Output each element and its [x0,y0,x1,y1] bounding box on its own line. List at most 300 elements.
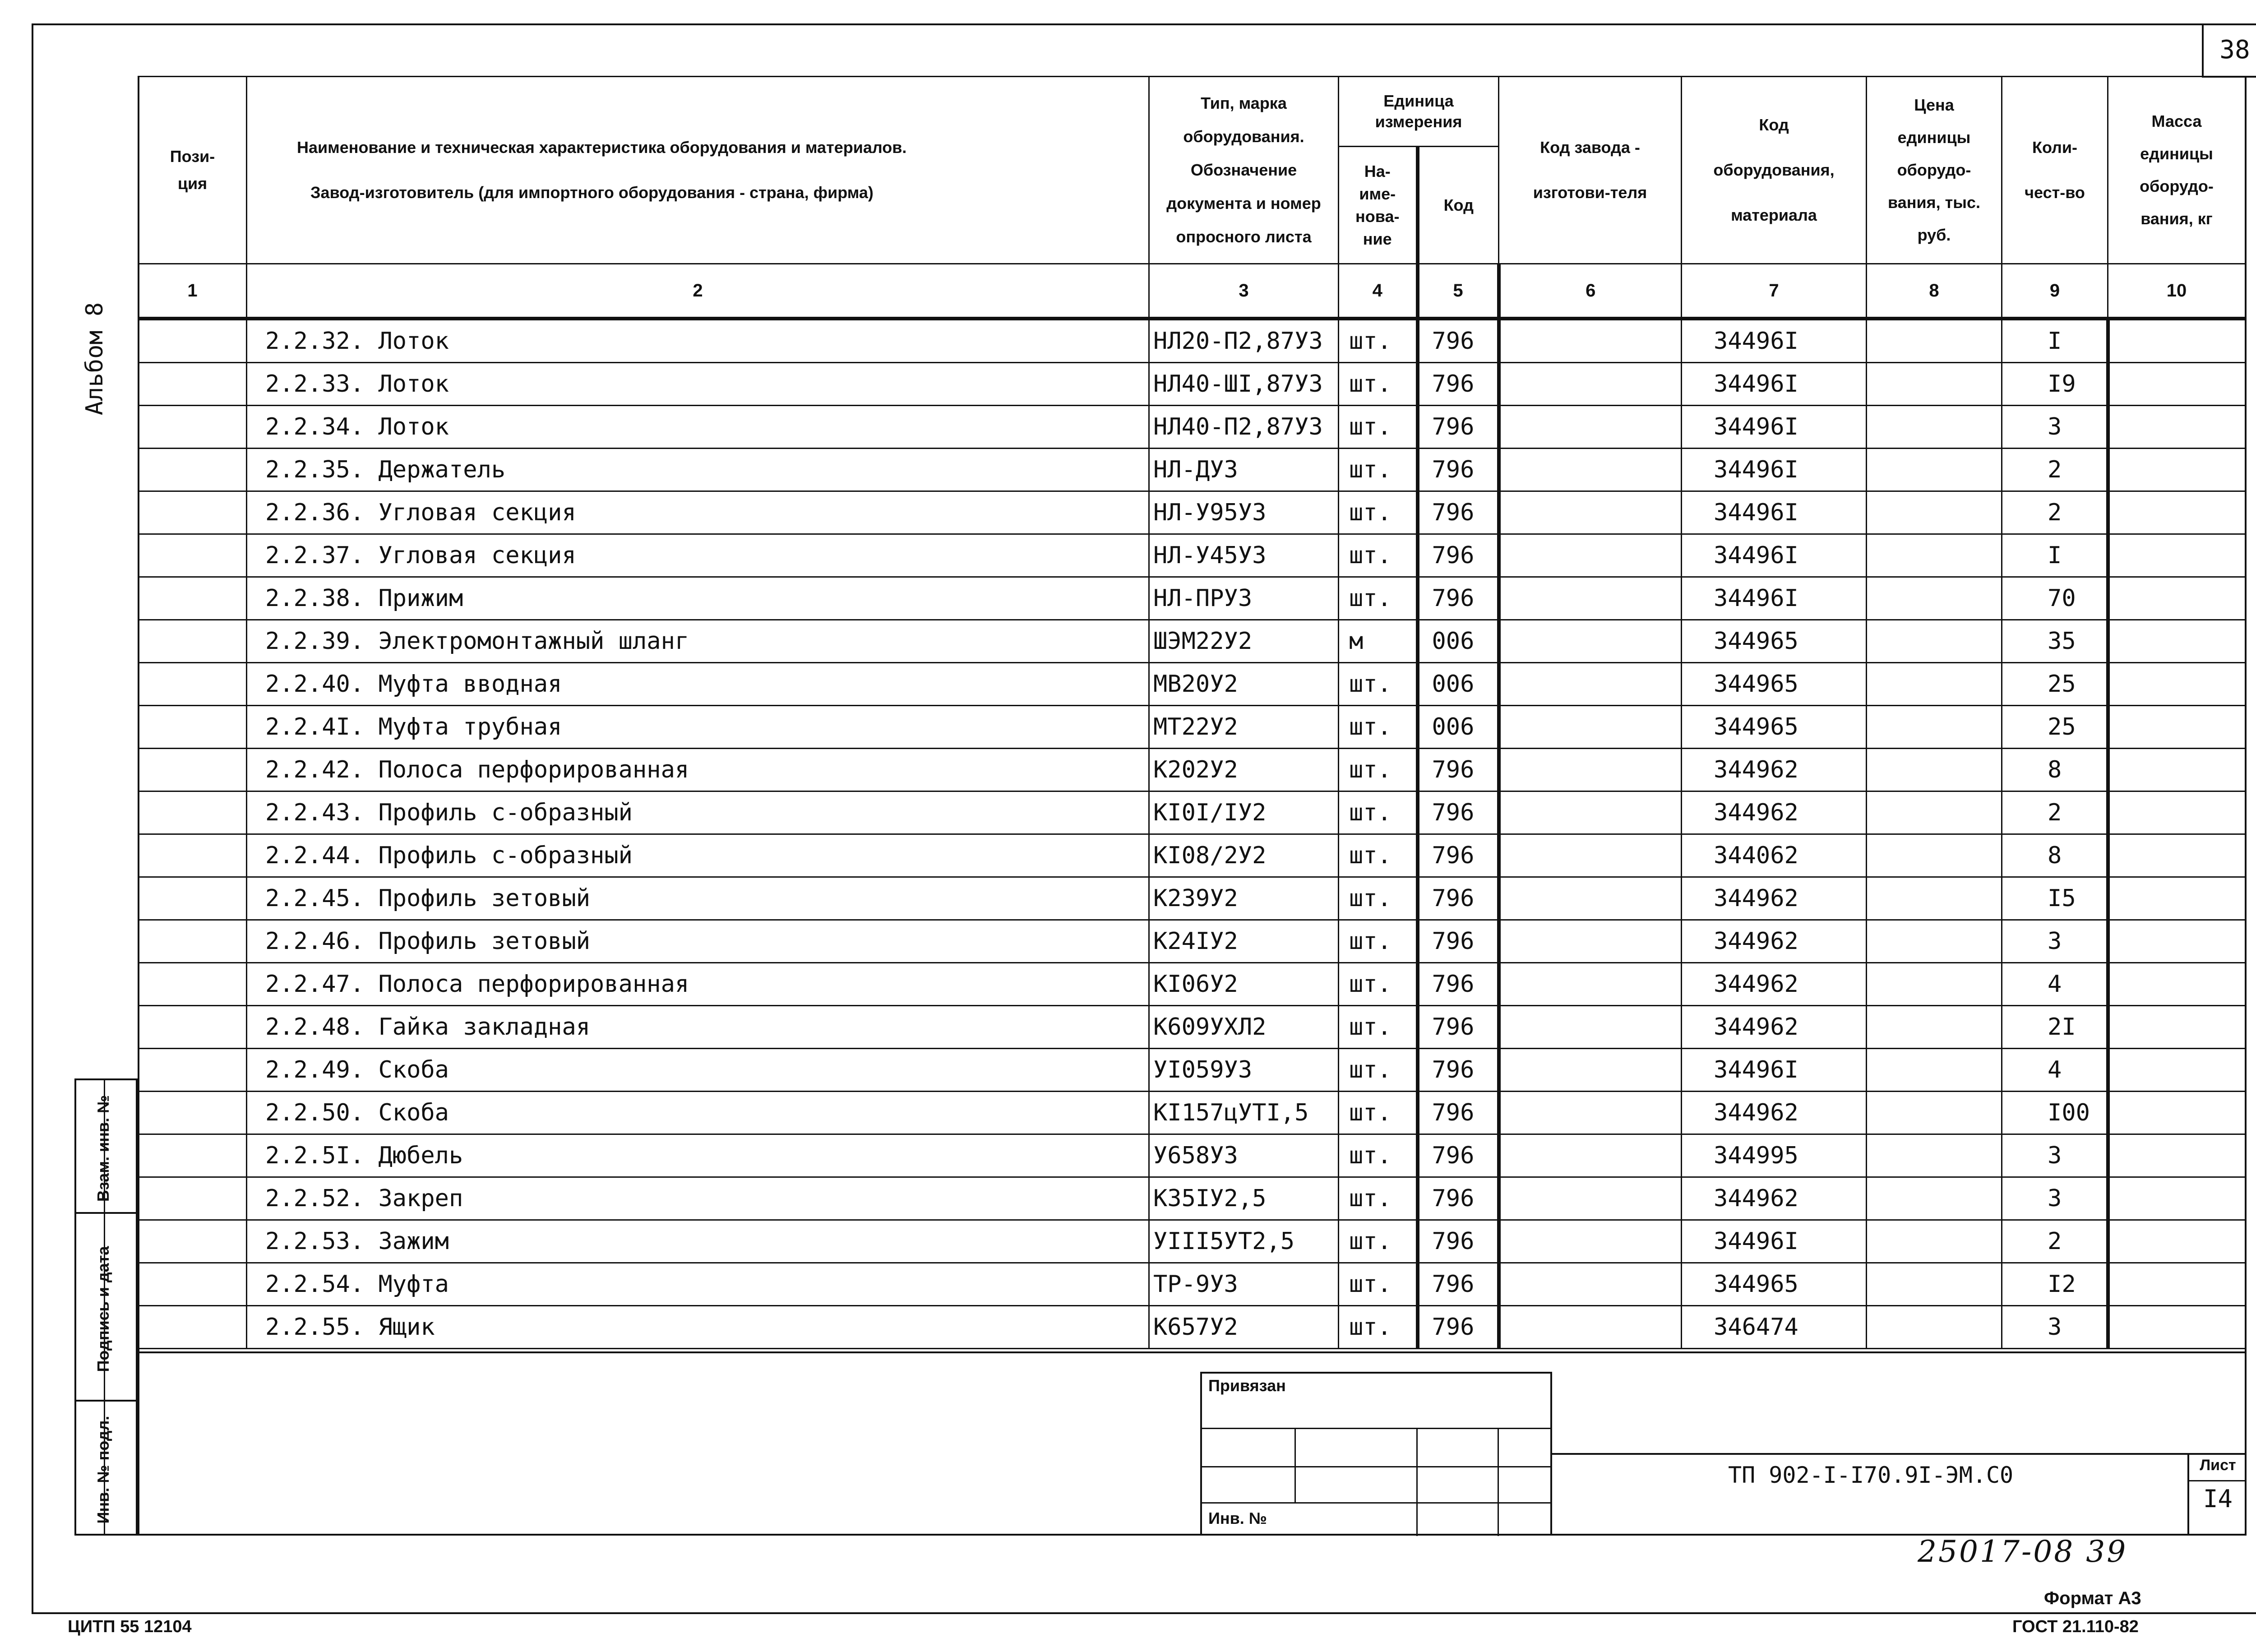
cell-name: 2.2.43. Профиль с-образный [247,791,1149,834]
cell-mass [2108,363,2246,406]
cell-name: 2.2.42. Полоса перфорированная [247,749,1149,791]
cell-position [139,620,247,663]
cell-price [1867,834,2002,877]
cell-unit: шт. [1339,1177,1418,1220]
page-number: 38 [2202,23,2256,78]
cell-position [139,1092,247,1134]
cell-quantity: 70 [2002,577,2108,620]
table-row [139,406,2246,449]
cell-position [139,706,247,749]
cell-material-code: 344962 [1682,963,1867,1006]
cell-factory-code [1499,706,1682,749]
cell-unit: шт. [1339,319,1418,363]
cell-factory-code [1499,791,1682,834]
cell-factory-code [1499,1006,1682,1049]
cell-position [139,834,247,877]
cell-quantity: 35 [2002,620,2108,663]
cell-position [139,920,247,963]
cell-mass [2108,791,2246,834]
col-number-7: 7 [1682,264,1867,319]
cell-mass [2108,1006,2246,1049]
header-quantity: Коли-чест-во [2002,77,2108,264]
cell-material-code: 346474 [1682,1306,1867,1349]
cell-quantity: I00 [2002,1092,2108,1134]
header-mass: Масса единицы оборудо-вания, кг [2108,77,2246,264]
cell-factory-code [1499,1177,1682,1220]
cell-material-code: 344965 [1682,663,1867,706]
binding-label: Привязан [1208,1376,1286,1395]
cell-unit: шт. [1339,749,1418,791]
cell-unit-code: 796 [1418,749,1499,791]
table-row [139,577,2246,620]
cell-name: 2.2.44. Профиль с-образный [247,834,1149,877]
table-row [139,1006,2246,1049]
cell-unit-code: 006 [1418,620,1499,663]
cell-mass [2108,663,2246,706]
table-row [139,1220,2246,1263]
cell-quantity: I2 [2002,1263,2108,1306]
header-price: Цена единицы оборудо-вания, тыс. руб. [1867,77,2002,264]
side-box-vzam [74,1078,138,1214]
cell-factory-code [1499,363,1682,406]
cell-mass [2108,1092,2246,1134]
cell-factory-code [1499,620,1682,663]
header-name: Наименование и техническая характеристика оборудования и материалов. Завод-изготовитель (для импортного оборудования - страна, фирма) [247,77,1149,264]
col-number-8: 8 [1867,264,2002,319]
inventory-label: Инв. № [1208,1509,1267,1527]
cell-unit: шт. [1339,1049,1418,1092]
header-unit: Единица измерения [1339,77,1499,147]
cell-type: НЛ-У95У3 [1149,491,1339,534]
cell-type: НЛ40-ШI,87У3 [1149,363,1339,406]
cell-mass [2108,406,2246,449]
binding-stamp [1200,1372,1552,1536]
cell-name: 2.2.45. Профиль зетовый [247,877,1149,920]
cell-quantity: 2 [2002,1220,2108,1263]
cell-name: 2.2.49. Скоба [247,1049,1149,1092]
cell-quantity: 4 [2002,963,2108,1006]
cell-material-code: 344962 [1682,749,1867,791]
cell-type: У658У3 [1149,1134,1339,1177]
cell-factory-code [1499,834,1682,877]
cell-unit: шт. [1339,363,1418,406]
table-row [139,706,2246,749]
cell-factory-code [1499,1049,1682,1092]
cell-material-code: 344965 [1682,1263,1867,1306]
table-row [139,1092,2246,1134]
table-row [139,449,2246,491]
table-row [139,749,2246,791]
cell-type: УIII5УТ2,5 [1149,1220,1339,1263]
cell-type: КI157цУТI,5 [1149,1092,1339,1134]
cell-position [139,1263,247,1306]
cell-position [139,406,247,449]
cell-name: 2.2.40. Муфта вводная [247,663,1149,706]
cell-type: НЛ20-П2,87У3 [1149,319,1339,363]
cell-material-code: 34496I [1682,1220,1867,1263]
cell-unit-code: 796 [1418,577,1499,620]
cell-price [1867,1177,2002,1220]
cell-mass [2108,449,2246,491]
side-label-inv: Инв. № подл. [94,1416,112,1524]
table-row [139,319,2246,363]
table-row [139,963,2246,1006]
cell-unit-code: 796 [1418,1092,1499,1134]
cell-factory-code [1499,1220,1682,1263]
cell-material-code: 344962 [1682,791,1867,834]
cell-unit-code: 796 [1418,319,1499,363]
cell-quantity: I [2002,534,2108,577]
cell-mass [2108,920,2246,963]
footer-left: ЦИТП 55 12104 [68,1617,192,1636]
header-factory-code: Код завода - изготови-теля [1499,77,1682,264]
cell-position [139,491,247,534]
cell-unit-code: 006 [1418,706,1499,749]
cell-factory-code [1499,319,1682,363]
col-number-5: 5 [1418,264,1499,319]
cell-quantity: 25 [2002,663,2108,706]
cell-type: К239У2 [1149,877,1339,920]
col-number-1: 1 [139,264,247,319]
cell-position [139,449,247,491]
cell-unit-code: 796 [1418,449,1499,491]
cell-unit: шт. [1339,877,1418,920]
cell-unit: шт. [1339,663,1418,706]
table-row [139,1306,2246,1349]
cell-unit-code: 796 [1418,534,1499,577]
cell-material-code: 344962 [1682,920,1867,963]
cell-price [1867,1006,2002,1049]
side-box-podpis [74,1212,138,1402]
header-type: Тип, марка оборудования. Обозначение документа и номер опросного листа [1149,77,1339,264]
cell-material-code: 344965 [1682,706,1867,749]
cell-unit-code: 796 [1418,406,1499,449]
cell-type: НЛ-ДУ3 [1149,449,1339,491]
cell-name: 2.2.36. Угловая секция [247,491,1149,534]
header-position: Пози- ция [139,77,247,264]
cell-factory-code [1499,749,1682,791]
cell-unit-code: 796 [1418,1049,1499,1092]
cell-unit: шт. [1339,449,1418,491]
cell-unit: шт. [1339,1134,1418,1177]
cell-material-code: 34496I [1682,534,1867,577]
cell-position [139,319,247,363]
cell-material-code: 344962 [1682,1177,1867,1220]
cell-material-code: 34496I [1682,449,1867,491]
cell-quantity: 2I [2002,1006,2108,1049]
cell-material-code: 344062 [1682,834,1867,877]
cell-quantity: I9 [2002,363,2108,406]
cell-quantity: 2 [2002,791,2108,834]
cell-price [1867,319,2002,363]
cell-unit: шт. [1339,1263,1418,1306]
col-number-3: 3 [1149,264,1339,319]
cell-price [1867,1220,2002,1263]
cell-unit-code: 796 [1418,1134,1499,1177]
cell-position [139,1049,247,1092]
cell-name: 2.2.38. Прижим [247,577,1149,620]
format-label: Формат А3 [2044,1588,2141,1608]
cell-material-code: 344962 [1682,877,1867,920]
cell-type: КI08/2У2 [1149,834,1339,877]
cell-price [1867,1306,2002,1349]
cell-unit: шт. [1339,834,1418,877]
cell-name: 2.2.54. Муфта [247,1263,1149,1306]
cell-type: К202У2 [1149,749,1339,791]
cell-factory-code [1499,920,1682,963]
cell-type: НЛ-ПРУ3 [1149,577,1339,620]
cell-price [1867,663,2002,706]
title-block-line [1550,1453,2200,1455]
cell-mass [2108,963,2246,1006]
table-row [139,834,2246,877]
cell-name: 2.2.39. Электромонтажный шланг [247,620,1149,663]
cell-quantity: 3 [2002,920,2108,963]
cell-name: 2.2.55. Ящик [247,1306,1149,1349]
cell-unit-code: 796 [1418,963,1499,1006]
cell-unit-code: 796 [1418,1306,1499,1349]
cell-type: КI0I/IУ2 [1149,791,1339,834]
cell-type: К609УХЛ2 [1149,1006,1339,1049]
footer-right: ГОСТ 21.110-82 [2012,1617,2139,1636]
cell-name: 2.2.47. Полоса перфорированная [247,963,1149,1006]
table-row [139,663,2246,706]
cell-unit: шт. [1339,534,1418,577]
col-number-6: 6 [1499,264,1682,319]
cell-name: 2.2.48. Гайка закладная [247,1006,1149,1049]
cell-quantity: 8 [2002,834,2108,877]
cell-price [1867,749,2002,791]
cell-unit: шт. [1339,406,1418,449]
cell-material-code: 344962 [1682,1006,1867,1049]
cell-price [1867,877,2002,920]
cell-unit: шт. [1339,1092,1418,1134]
cell-name: 2.2.37. Угловая секция [247,534,1149,577]
cell-factory-code [1499,577,1682,620]
cell-price [1867,363,2002,406]
cell-quantity: 3 [2002,1177,2108,1220]
cell-mass [2108,877,2246,920]
cell-price [1867,406,2002,449]
cell-quantity: 8 [2002,749,2108,791]
cell-price [1867,706,2002,749]
cell-quantity: 2 [2002,449,2108,491]
cell-unit: м [1339,620,1418,663]
cell-quantity: 3 [2002,1306,2108,1349]
cell-name: 2.2.4I. Муфта трубная [247,706,1149,749]
cell-material-code: 344995 [1682,1134,1867,1177]
cell-unit-code: 796 [1418,791,1499,834]
cell-price [1867,491,2002,534]
cell-type: ШЭМ22У2 [1149,620,1339,663]
cell-mass [2108,620,2246,663]
cell-factory-code [1499,534,1682,577]
cell-price [1867,620,2002,663]
cell-unit-code: 796 [1418,920,1499,963]
cell-type: К24IУ2 [1149,920,1339,963]
document-code: ТП 902-I-I70.9I-ЭМ.С0 [1728,1462,2014,1488]
cell-name: 2.2.5I. Дюбель [247,1134,1149,1177]
cell-name: 2.2.35. Держатель [247,449,1149,491]
cell-unit-code: 796 [1418,1263,1499,1306]
cell-material-code: 34496I [1682,491,1867,534]
sheet-box [2187,1453,2247,1536]
cell-unit-code: 796 [1418,1220,1499,1263]
cell-price [1867,449,2002,491]
table-row [139,920,2246,963]
cell-unit-code: 796 [1418,1006,1499,1049]
cell-quantity: 2 [2002,491,2108,534]
cell-price [1867,1049,2002,1092]
cell-unit: шт. [1339,577,1418,620]
cell-mass [2108,319,2246,363]
table-row [139,1134,2246,1177]
album-label: Альбом 8 [81,302,108,416]
cell-mass [2108,749,2246,791]
cell-type: К35IУ2,5 [1149,1177,1339,1220]
cell-price [1867,920,2002,963]
sheet-label: Лист [2200,1457,2236,1474]
cell-factory-code [1499,449,1682,491]
cell-type: НЛ40-П2,87У3 [1149,406,1339,449]
cell-mass [2108,1306,2246,1349]
cell-name: 2.2.34. Лоток [247,406,1149,449]
cell-unit: шт. [1339,791,1418,834]
cell-name: 2.2.53. Зажим [247,1220,1149,1263]
col-number-9: 9 [2002,264,2108,319]
cell-position [139,963,247,1006]
cell-mass [2108,1220,2246,1263]
cell-material-code: 34496I [1682,577,1867,620]
cell-material-code: 34496I [1682,363,1867,406]
cell-price [1867,1134,2002,1177]
col-number-4: 4 [1339,264,1418,319]
table-row [139,1263,2246,1306]
header-unit-code: Код [1418,147,1499,264]
cell-type: К657У2 [1149,1306,1339,1349]
cell-factory-code [1499,1306,1682,1349]
cell-mass [2108,534,2246,577]
table-row [139,534,2246,577]
cell-type: ТР-9У3 [1149,1263,1339,1306]
cell-unit-code: 006 [1418,663,1499,706]
cell-price [1867,577,2002,620]
table-row [139,1049,2246,1092]
header-material-code: Код оборудования, материала [1682,77,1867,264]
cell-material-code: 344965 [1682,620,1867,663]
table-row [139,491,2246,534]
cell-factory-code [1499,877,1682,920]
cell-price [1867,1092,2002,1134]
cell-mass [2108,1049,2246,1092]
cell-factory-code [1499,663,1682,706]
cell-position [139,749,247,791]
specification-table [138,76,2246,1349]
col-number-2: 2 [247,264,1149,319]
cell-mass [2108,491,2246,534]
cell-position [139,534,247,577]
cell-quantity: I [2002,319,2108,363]
cell-factory-code [1499,1263,1682,1306]
cell-material-code: 34496I [1682,406,1867,449]
handwritten-number: 25017-08 39 [1918,1534,2128,1569]
table-body [139,319,2246,1349]
cell-quantity: 25 [2002,706,2108,749]
cell-mass [2108,706,2246,749]
sheet-number: I4 [2203,1485,2233,1513]
cell-position [139,577,247,620]
cell-unit: шт. [1339,1220,1418,1263]
cell-quantity: 3 [2002,1134,2108,1177]
cell-factory-code [1499,1134,1682,1177]
col-number-10: 10 [2108,264,2246,319]
cell-mass [2108,834,2246,877]
cell-unit: шт. [1339,1006,1418,1049]
cell-type: МВ20У2 [1149,663,1339,706]
cell-name: 2.2.50. Скоба [247,1092,1149,1134]
table-bottom-border [138,1351,2245,1353]
table-row [139,791,2246,834]
side-box-inv [74,1400,138,1536]
header-unit-name: На-име-нова-ние [1339,147,1418,264]
cell-position [139,1006,247,1049]
cell-type: КI06У2 [1149,963,1339,1006]
cell-unit: шт. [1339,491,1418,534]
cell-unit: шт. [1339,920,1418,963]
cell-unit: шт. [1339,963,1418,1006]
cell-factory-code [1499,1092,1682,1134]
table-row [139,620,2246,663]
cell-price [1867,791,2002,834]
cell-mass [2108,1177,2246,1220]
cell-position [139,1177,247,1220]
cell-unit: шт. [1339,1306,1418,1349]
cell-unit-code: 796 [1418,834,1499,877]
cell-price [1867,1263,2002,1306]
cell-quantity: 4 [2002,1049,2108,1092]
cell-name: 2.2.46. Профиль зетовый [247,920,1149,963]
cell-name: 2.2.52. Закреп [247,1177,1149,1220]
side-label-vzam: Взам. инв. № [94,1095,112,1202]
cell-type: УI059У3 [1149,1049,1339,1092]
cell-name: 2.2.32. Лоток [247,319,1149,363]
cell-type: МТ22У2 [1149,706,1339,749]
cell-factory-code [1499,491,1682,534]
table-row [139,363,2246,406]
cell-position [139,877,247,920]
cell-position [139,1306,247,1349]
side-divider [104,1078,105,1536]
cell-position [139,1134,247,1177]
cell-mass [2108,1263,2246,1306]
cell-position [139,663,247,706]
cell-unit-code: 796 [1418,363,1499,406]
table-row [139,877,2246,920]
cell-price [1867,534,2002,577]
cell-position [139,363,247,406]
cell-factory-code [1499,406,1682,449]
body-left-border [138,76,139,1536]
cell-mass [2108,577,2246,620]
cell-unit-code: 796 [1418,877,1499,920]
cell-unit-code: 796 [1418,1177,1499,1220]
cell-material-code: 34496I [1682,1049,1867,1092]
cell-name: 2.2.33. Лоток [247,363,1149,406]
cell-unit-code: 796 [1418,491,1499,534]
cell-type: НЛ-У45У3 [1149,534,1339,577]
side-label-podpis: Подпись и дата [94,1246,112,1372]
cell-position [139,1220,247,1263]
